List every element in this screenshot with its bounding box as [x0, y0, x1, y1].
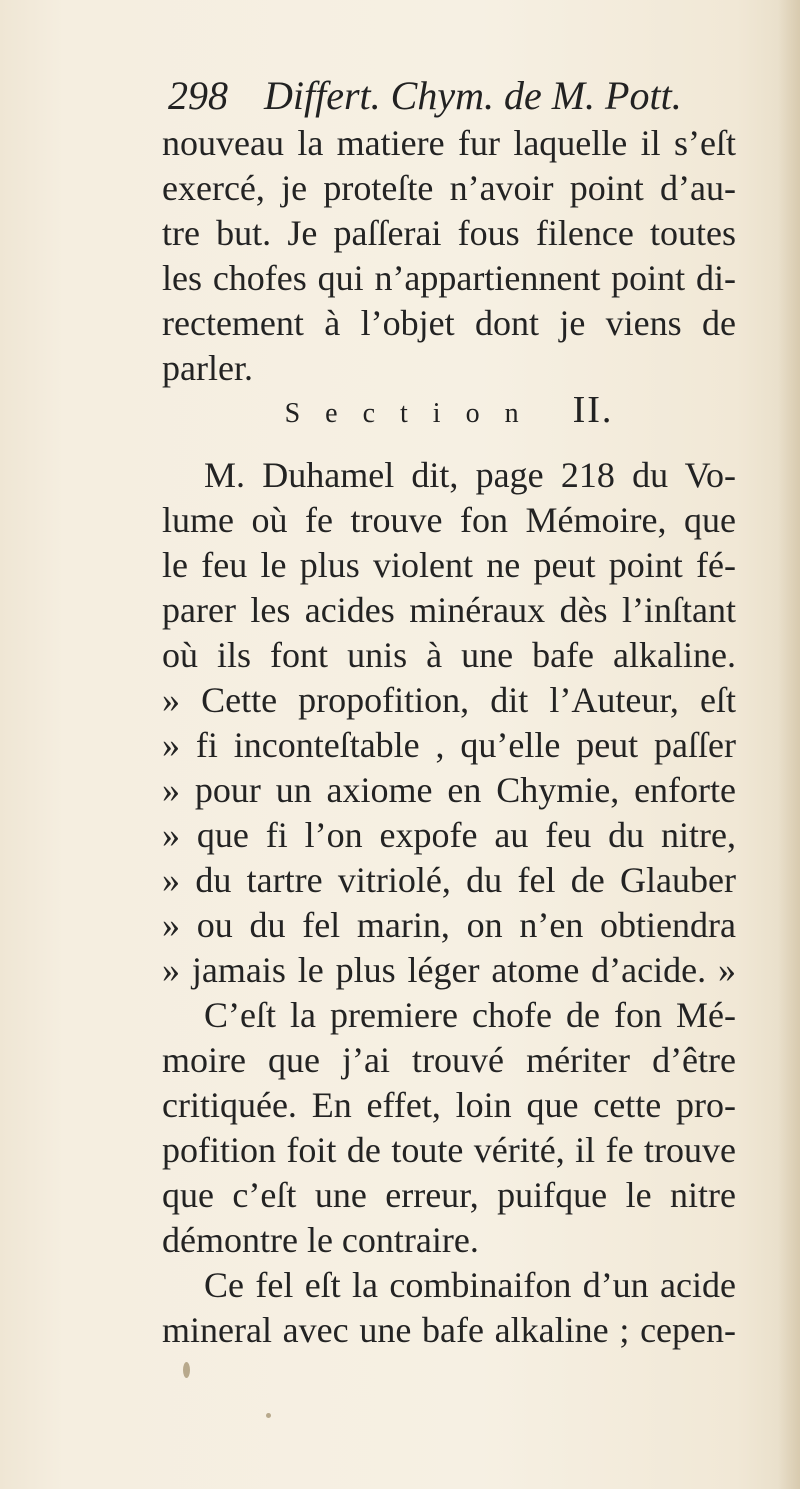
text-line: M. Duhamel dit, page 218 du Vo- — [204, 455, 736, 495]
text-line: » du tartre vitriolé, du fel de Glauber — [162, 860, 736, 900]
text-line: exercé, je proteſte n’avoir point d’au- — [162, 168, 736, 208]
text-line: parler. — [162, 348, 253, 388]
running-title: Differt. Chym. de M. Pott. — [264, 73, 682, 118]
text-line: » fi inconteſtable , qu’elle peut paſſer — [162, 725, 736, 765]
text-line: que c’eſt une erreur, puifque le nitre — [162, 1175, 736, 1215]
paper-speck — [266, 1413, 271, 1418]
text-line: nouveau la matiere fur laquelle il s’eſt — [162, 123, 736, 163]
text-line: critiquée. En effet, loin que cette pro- — [162, 1085, 736, 1125]
text-line: pofition foit de toute vérité, il fe trouve — [162, 1130, 736, 1170]
page-edge-shadow — [778, 0, 800, 1489]
text-line: » que fi l’on expofe au feu du nitre, — [162, 815, 736, 855]
text-line: » pour un axiome en Chymie, enforte — [162, 770, 736, 810]
text-line: lume où fe trouve fon Mémoire, que — [162, 500, 736, 540]
text-line: mineral avec une bafe alkaline ; cepen- — [162, 1310, 736, 1350]
text-line: » jamais le plus léger atome d’acide. » — [162, 950, 736, 990]
page-number: 298 — [168, 73, 228, 118]
text-line: Ce fel eſt la combinaifon d’un acide — [204, 1265, 736, 1305]
text-line: » Cette propofition, dit l’Auteur, eſt — [162, 680, 736, 720]
text-line: tre but. Je paſſerai fous filence toutes — [162, 213, 736, 253]
section-label: Section — [284, 398, 544, 429]
text-line: démontre le contraire. — [162, 1220, 479, 1260]
running-header — [168, 72, 748, 124]
section-number: II. — [572, 389, 614, 431]
paper-speck — [183, 1362, 190, 1378]
text-line: C’eſt la premiere chofe de fon Mé- — [204, 995, 736, 1035]
text-line: les chofes qui n’appartiennent point di- — [162, 258, 736, 298]
text-line: » ou du fel marin, on n’en obtiendra — [162, 905, 736, 945]
section-heading — [162, 388, 736, 434]
text-line: où ils font unis à une bafe alkaline. — [162, 635, 736, 675]
text-line: moire que j’ai trouvé mériter d’être — [162, 1040, 736, 1080]
text-line: rectement à l’objet dont je viens de — [162, 303, 736, 343]
text-line: parer les acides minéraux dès l’inſtant — [162, 590, 736, 630]
text-line: le feu le plus violent ne peut point fé- — [162, 545, 736, 585]
